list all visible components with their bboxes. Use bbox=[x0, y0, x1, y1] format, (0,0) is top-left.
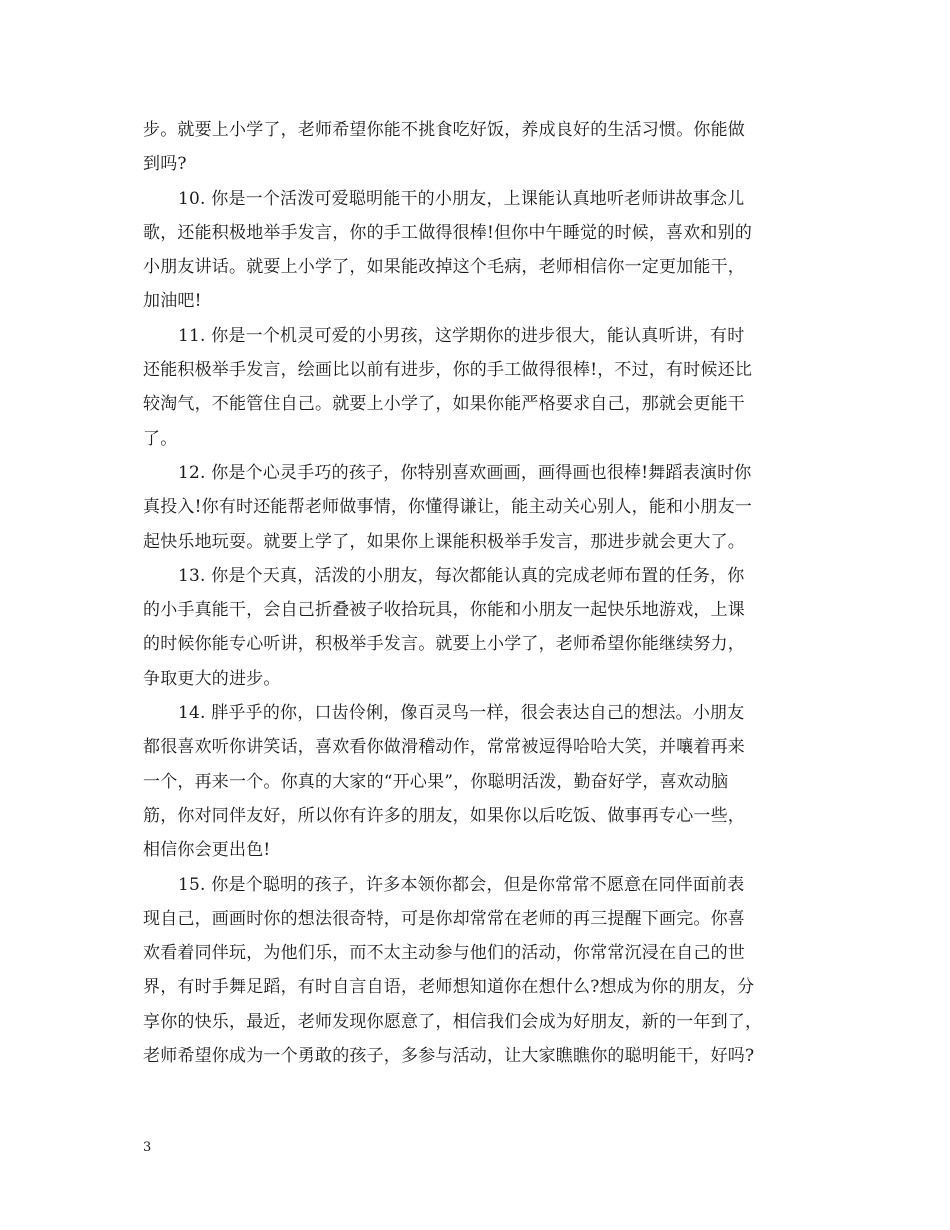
text-line: 12. 你是个心灵手巧的孩子，你特别喜欢画画，画得画也很棒!舞蹈表演时你 bbox=[178, 462, 752, 483]
document-body bbox=[143, 113, 813, 1073]
text-line: 13. 你是个天真，活泼的小朋友，每次都能认真的完成老师布置的任务，你 bbox=[178, 565, 745, 586]
text-line: 争取更大的进步。 bbox=[143, 668, 281, 689]
text-line: 小朋友讲话。就要上小学了，如果能改掉这个毛病，老师相信你一定更加能干， bbox=[143, 257, 745, 278]
text-line: 到吗? bbox=[143, 154, 187, 175]
text-line: 加油吧! bbox=[143, 291, 202, 312]
page-number: 3 bbox=[143, 1140, 152, 1155]
text-line: 都很喜欢听你讲笑话，喜欢看你做滑稽动作，常常被逗得哈哈大笑，并嚷着再来 bbox=[143, 737, 745, 758]
text-line: 享你的快乐，最近，老师发现你愿意了，相信我们会成为好朋友，新的一年到了， bbox=[143, 1011, 763, 1032]
text-line: 现自己，画画时你的想法很奇特，可是你却常常在老师的再三提醒下画完。你喜 bbox=[143, 908, 745, 929]
text-line: 还能积极举手发言，绘画比以前有进步，你的手工做得很棒!，不过，有时候还比 bbox=[143, 360, 753, 381]
text-line: 15. 你是个聪明的孩子，许多本领你都会，但是你常常不愿意在同伴面前表 bbox=[178, 874, 745, 895]
text-line: 10. 你是一个活泼可爱聪明能干的小朋友，上课能认真地听老师讲故事念儿 bbox=[178, 188, 745, 209]
text-line: 11. 你是一个机灵可爱的小男孩，这学期你的进步很大，能认真听讲，有时 bbox=[178, 325, 745, 346]
text-line: 相信你会更出色! bbox=[143, 840, 271, 861]
text-line: 的时候你能专心听讲，积极举手发言。就要上小学了，老师希望你能继续努力， bbox=[143, 634, 745, 655]
text-line: 界，有时手舞足蹈，有时自言自语，老师想知道你在想什么?想成为你的朋友，分 bbox=[143, 977, 755, 998]
text-line: 老师希望你成为一个勇敢的孩子，多参与活动，让大家瞧瞧你的聪明能干，好吗? bbox=[143, 1046, 755, 1067]
text-line: 真投入!你有时还能帮老师做事情，你懂得谦让，能主动关心别人，能和小朋友一 bbox=[143, 497, 753, 518]
text-line: 一个，再来一个。你真的大家的“开心果”，你聪明活泼，勤奋好学，喜欢动脑 bbox=[143, 771, 729, 792]
text-line: 步。就要上小学了，老师希望你能不挑食吃好饭，养成良好的生活习惯。你能做 bbox=[143, 120, 745, 140]
text-line: 14. 胖乎乎的你，口齿伶俐，像百灵鸟一样，很会表达自己的想法。小朋友 bbox=[178, 703, 745, 724]
text-line: 较淘气，不能管住自己。就要上小学了，如果你能严格要求自己，那就会更能干 bbox=[143, 394, 745, 415]
text-line: 了。 bbox=[143, 428, 178, 449]
text-line: 筋，你对同伴友好，所以你有许多的朋友，如果你以后吃饭、做事再专心一些， bbox=[143, 805, 745, 826]
text-line: 的小手真能干，会自己折叠被子收拾玩具，你能和小朋友一起快乐地游戏，上课 bbox=[143, 600, 745, 621]
text-line: 起快乐地玩耍。就要上学了，如果你上课能积极举手发言，那进步就会更大了。 bbox=[143, 531, 745, 552]
text-line: 欢看着同伴玩，为他们乐，而不太主动参与他们的活动，你常常沉浸在自己的世 bbox=[143, 943, 745, 964]
text-line: 歌，还能积极地举手发言，你的手工做得很棒!但你中午睡觉的时候，喜欢和别的 bbox=[143, 222, 753, 243]
